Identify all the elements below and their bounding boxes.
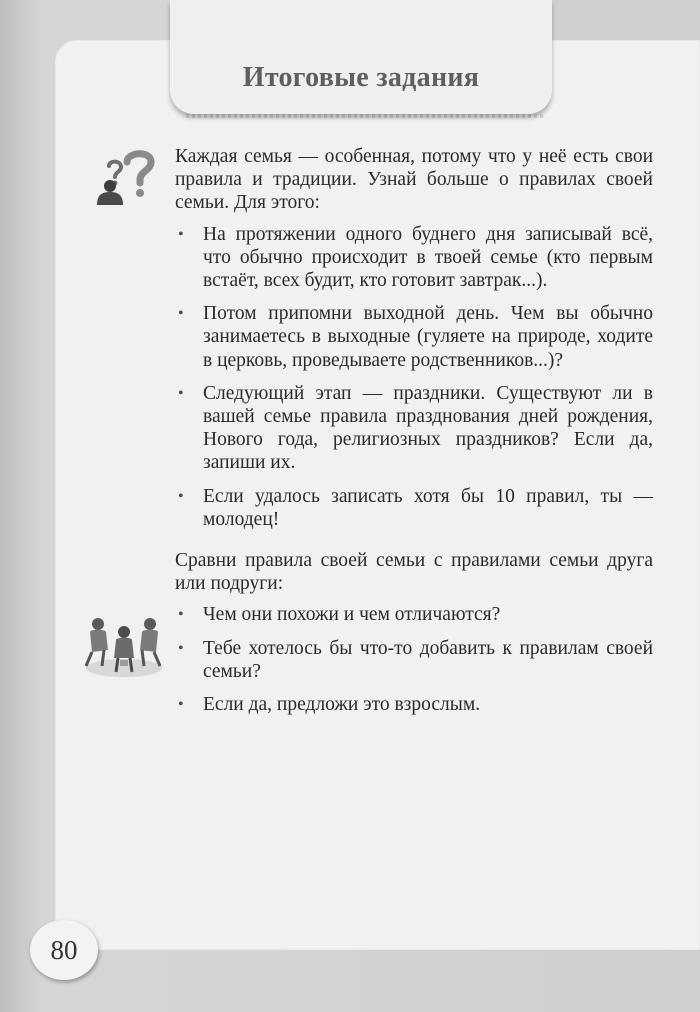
section2-list bbox=[175, 603, 653, 716]
bullet: • bbox=[178, 305, 184, 323]
title-divider bbox=[186, 114, 546, 118]
bullet: • bbox=[178, 487, 184, 505]
list-item bbox=[175, 302, 653, 372]
section2-intro: Сравни правила своей семьи с правилами семьи друга или подруги: bbox=[175, 550, 653, 595]
bullet: • bbox=[178, 606, 184, 624]
list-item bbox=[175, 223, 653, 293]
list-item-text: Тебе хотелось бы что-то добавить к правилам своей семьи? bbox=[203, 637, 653, 682]
section2 bbox=[175, 549, 653, 716]
list-item-text: Потом припомни выходной день. Чем вы обычно занимаетесь в выходные (гуляете на природе, ходите в церковь, проведываете родственников...)? bbox=[203, 303, 653, 371]
section1-intro: Каждая семья — особенная, потому что у неё есть свои правила и традиции. Узнай больше о правилах своей семьи. Для этого: bbox=[175, 146, 653, 214]
list-item-text: Следующий этап — праздники. Существуют ли в вашей семье правила празднования дней рождения, Нового года, религиозных праздников? Если да, запиши их. bbox=[203, 382, 653, 474]
question-person-icon bbox=[91, 148, 157, 206]
page-title: Итоговые задания bbox=[242, 62, 480, 93]
page-number: 80 bbox=[30, 920, 98, 980]
list-item bbox=[175, 485, 653, 531]
list-item-text: Чем они похожи и чем отличаются? bbox=[203, 604, 501, 626]
list-item bbox=[175, 637, 653, 683]
list-item bbox=[175, 693, 653, 716]
title-tab bbox=[170, 0, 552, 114]
list-item bbox=[175, 382, 653, 475]
list-item-text: На протяжении одного буднего дня записывай всё, что обычно происходит в твоей семье (кто первым встаёт, всех будит, кто готовит завтрак...). bbox=[203, 223, 653, 292]
list-item-text: Если да, предложи это взрослым. bbox=[203, 694, 481, 716]
bullet: • bbox=[178, 384, 184, 402]
group-discussion-icon bbox=[80, 610, 166, 680]
bullet: • bbox=[178, 696, 184, 714]
bullet: • bbox=[178, 639, 184, 657]
list-item bbox=[175, 603, 653, 626]
section1-list bbox=[175, 223, 653, 531]
task-content bbox=[175, 145, 653, 726]
bullet: • bbox=[178, 225, 184, 243]
list-item-text: Если удалось записать хотя бы 10 правил, ты — молодец! bbox=[203, 485, 653, 530]
